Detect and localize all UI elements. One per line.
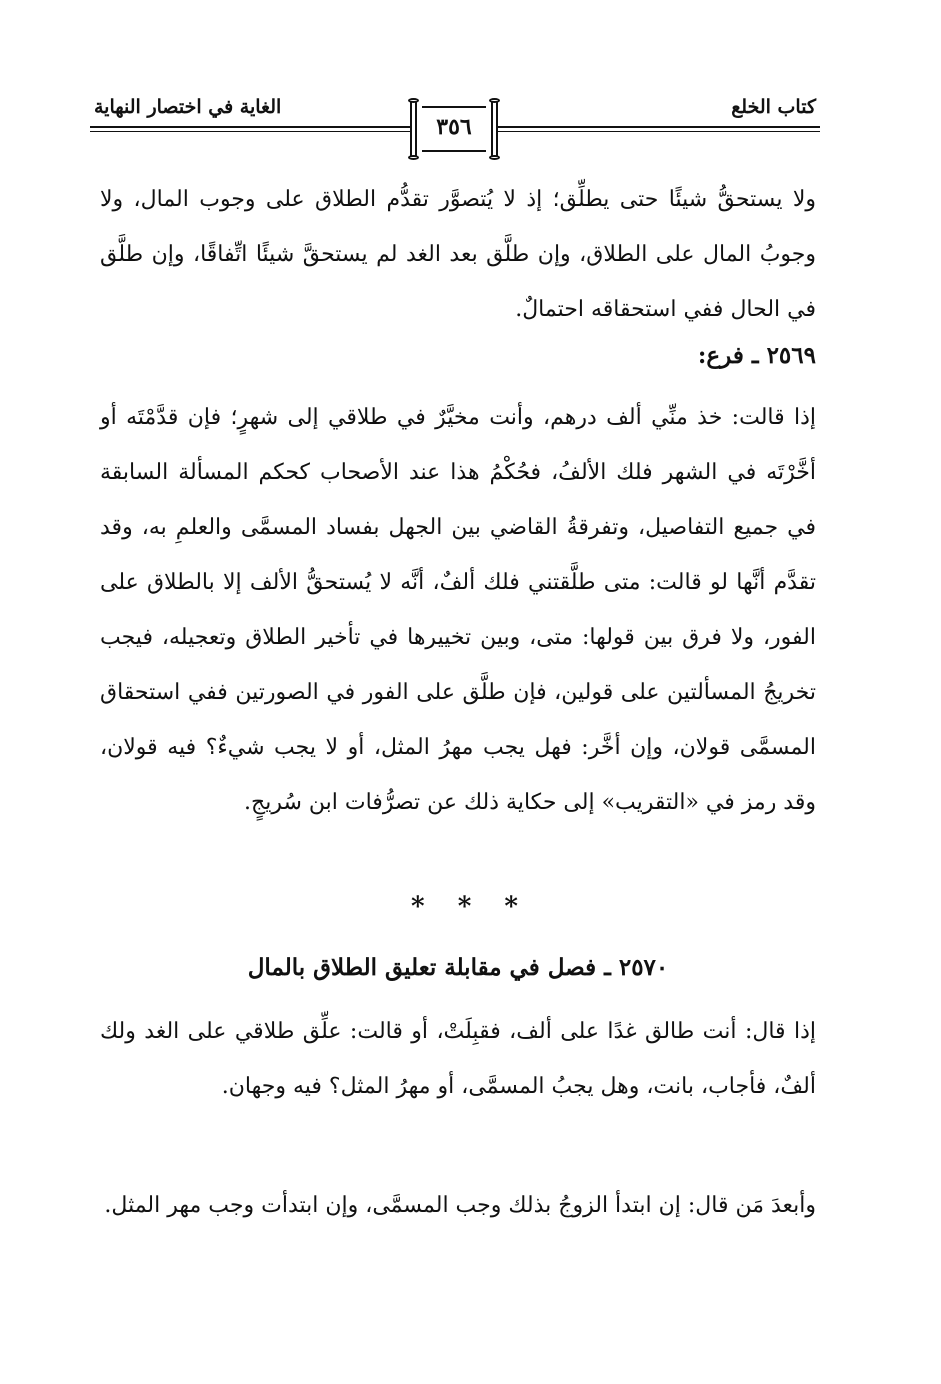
paragraph-2: [100, 390, 816, 830]
running-title-right: كتاب الخلع: [731, 96, 816, 118]
header-rule-left: [90, 126, 410, 128]
header-rule-right: [498, 126, 820, 128]
page-header: [90, 86, 820, 160]
page-number-frame: [410, 102, 498, 156]
page-number: ٣٥٦: [436, 114, 472, 140]
paragraph-4-text: وأبعدَ مَن قال: إن ابتدأ الزوجُ بذلك وجب المسمَّى، وإن ابتدأت وجب مهر المثل.: [104, 1193, 816, 1218]
paragraph-3: [100, 1004, 816, 1114]
running-title-left: الغاية في اختصار النهاية: [94, 96, 282, 118]
paragraph-1-text: ولا يستحقُّ شيئًا حتى يطلِّق؛ إذ لا يُتصوَّر تقدُّم الطلاق على وجوب المال، ولا وجوبُ المال على الطلاق، وإن طلَّق بعد الغد لم يستحقَّ شيئًا اتِّفاقًا، وإن طلَّق في الحال ففي استحقاقه احتمالٌ.: [100, 187, 816, 322]
paragraph-3-text: إذا قال: أنت طالق غدًا على ألف، فقبِلَتْ، أو قالت: علِّق طلاقي على الغد ولك ألفٌ، فأجاب، بانت، وهل يجبُ المسمَّى، أو مهرُ المثل؟ فيه وجهان.: [100, 1019, 816, 1099]
section-heading-2569: [100, 336, 816, 376]
chapter-heading-2570: ٢٥٧٠ ـ فصل في مقابلة تعليق الطلاق بالمال: [247, 954, 669, 981]
paragraph-1: [100, 172, 816, 337]
section-divider-stars: * * *: [411, 892, 530, 922]
paragraph-4: [100, 1178, 816, 1233]
paragraph-2-text: إذا قالت: خذ منِّي ألف درهم، وأنت مخيَّرٌ في طلاقي إلى شهرٍ؛ فإن قدَّمْتَه أو أخَّرْتَه في الشهر فلك الألفُ، فحُكْمُ هذا عند الأصحاب كحكم المسألة السابقة في جميع التفاصيل، وتفرقةُ القاضي بين الجهل بفساد المسمَّى والعلمِ به، وقد تقدَّم أنَّها لو قالت: متى طلَّقتني فلك ألفٌ، أنَّه لا يُستحقُّ الألف إلا بالطلاق على الفور، ولا فرق بين قولها: متى، وبين تخييرها في تأخير الطلاق وتعجيله، فيجب تخريجُ المسألتين على قولين، فإن طلَّق على الفور في الصورتين ففي استحقاق المسمَّى قولان، وإن أخَّر: فهل يجب مهرُ المثل، أو لا يجب شيءٌ؟ فيه قولان، وقد رمز في «التقريب» إلى حكاية ذلك عن تصرُّفات ابن سُريجٍ.: [100, 405, 816, 815]
branch-heading: ٢٥٦٩ ـ فرع:: [697, 342, 816, 369]
